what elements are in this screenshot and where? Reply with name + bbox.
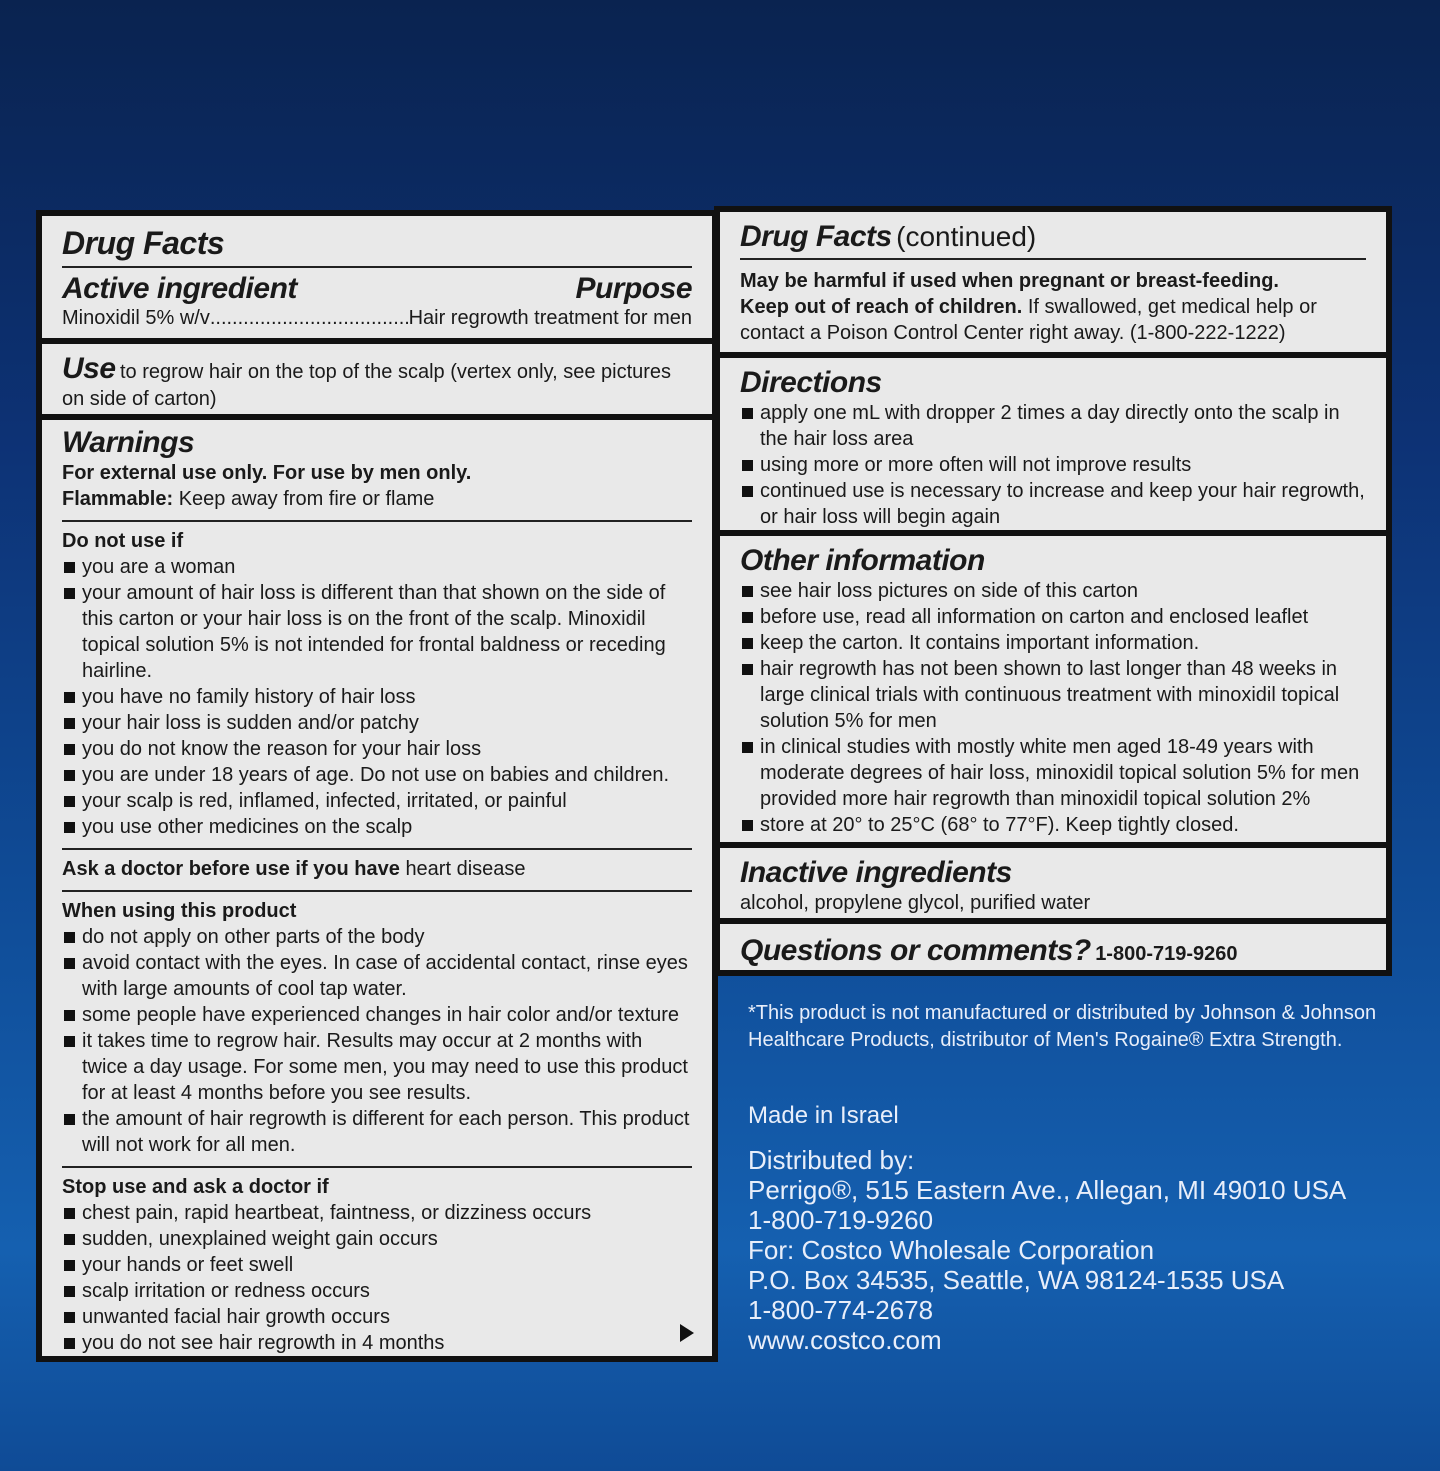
distributor-phone: 1-800-719-9260 — [748, 1205, 934, 1235]
list-item: do not apply on other parts of the body — [62, 924, 692, 950]
list-item: scalp irritation or redness occurs — [62, 1278, 692, 1304]
list-item: in clinical studies with mostly white men aged 18-49 years with moderate degrees of hair loss, minoxidil topical solution 5% for men provided more hair regrowth than minoxidil topical solution 2% — [740, 734, 1366, 812]
list-item: your amount of hair loss is different than that shown on the side of this carton or your hair loss is on the front of the scalp. Minoxidil topical solution 5% is not intended for frontal baldness or receding hairline. — [62, 580, 692, 684]
list-item: you do not see hair regrowth in 4 months — [62, 1330, 692, 1356]
other-information-heading: Other information — [740, 544, 985, 577]
active-ingredient-name: Minoxidil 5% w/v — [62, 307, 210, 329]
list-item: before use, read all information on carton and enclosed leaflet — [740, 604, 1366, 630]
list-item: see hair loss pictures on side of this carton — [740, 578, 1366, 604]
questions-section — [720, 924, 1386, 976]
keep-out-text: If swallowed, get medical help or contact a Poison Control Center right away. (1-800-222-1222) — [740, 296, 1317, 344]
for-line: For: Costco Wholesale Corporation — [748, 1235, 1155, 1265]
list-item: some people have experienced changes in hair color and/or texture — [62, 1002, 692, 1028]
list-item: keep the carton. It contains important information. — [740, 630, 1366, 656]
distributor-block — [748, 1145, 1408, 1355]
questions-heading: Questions or comments? — [740, 934, 1091, 967]
inactive-ingredients-section — [720, 848, 1386, 924]
directions-section — [720, 358, 1386, 536]
keep-out-label: Keep out of reach of children. — [740, 296, 1023, 318]
when-using-heading: When using this product — [62, 900, 297, 922]
ask-doctor-label: Ask a doctor before use if you have — [62, 858, 400, 880]
directions-list — [740, 400, 1366, 530]
list-item: you have no family history of hair loss — [62, 684, 692, 710]
flammable-text: Keep away from fire or flame — [178, 488, 435, 510]
list-item: it takes time to regrow hair. Results may occur at 2 months with twice a day usage. For some men, you may need to use this product for at least 4 months before you see results. — [62, 1028, 692, 1106]
list-item: chest pain, rapid heartbeat, faintness, or dizziness occurs — [62, 1200, 692, 1226]
inactive-ingredients-text: alcohol, propylene glycol, purified water — [740, 892, 1091, 914]
ask-doctor-text: heart disease — [405, 858, 526, 880]
list-item: your hair loss is sudden and/or patchy — [62, 710, 692, 736]
list-item: hair regrowth has not been shown to last longer than 48 weeks in large clinical trials with continuous treatment with minoxidil topical solution 5% for men — [740, 656, 1366, 734]
use-heading: Use — [62, 352, 116, 385]
list-item: using more or more often will not improve results — [740, 452, 1366, 478]
warnings-heading: Warnings — [62, 426, 195, 459]
list-item: store at 20° to 25°C (68° to 77°F). Keep tightly closed. — [740, 812, 1366, 838]
active-ingredient-row — [62, 306, 692, 330]
continued-title-suffix: (continued) — [896, 221, 1037, 252]
costco-phone: 1-800-774-2678 — [748, 1295, 934, 1325]
list-item: unwanted facial hair growth occurs — [62, 1304, 692, 1330]
list-item: your hands or feet swell — [62, 1252, 692, 1278]
list-item: your scalp is red, inflamed, infected, irritated, or painful — [62, 788, 692, 814]
use-section — [42, 344, 712, 420]
drug-facts-left-panel — [36, 210, 718, 1362]
external-use-text: For external use only. For use by men only. — [62, 462, 472, 484]
drug-facts-title: Drug Facts — [62, 225, 225, 261]
warnings-section — [42, 420, 712, 1364]
continued-title-main: Drug Facts — [740, 220, 892, 253]
distributed-by-label: Distributed by: — [748, 1145, 915, 1175]
inactive-ingredients-heading: Inactive ingredients — [740, 856, 1012, 889]
continued-header-section — [720, 212, 1386, 358]
keep-out-line — [740, 294, 1366, 346]
flammable-line — [62, 486, 692, 512]
continued-arrow-icon — [680, 1324, 694, 1342]
directions-heading: Directions — [740, 366, 882, 399]
when-using-list — [62, 924, 692, 1158]
list-item: you use other medicines on the scalp — [62, 814, 692, 840]
use-text: to regrow hair on the top of the scalp (vertex only, see pictures on side of carton) — [62, 361, 672, 410]
made-in-text: Made in Israel — [748, 1102, 899, 1129]
website-link: www.costco.com — [748, 1325, 942, 1355]
list-item: you are under 18 years of age. Do not use on babies and children. — [62, 762, 692, 788]
active-ingredient-heading: Active ingredient — [62, 272, 297, 305]
list-item: continued use is necessary to increase and keep your hair regrowth, or hair loss will begin again — [740, 478, 1366, 530]
continued-title — [740, 220, 1366, 254]
list-item: the amount of hair regrowth is different for each person. This product will not work for all men. — [62, 1106, 692, 1158]
distributor-address: Perrigo®, 515 Eastern Ave., Allegan, MI 49010 USA — [748, 1175, 1347, 1205]
do-not-use-list — [62, 554, 692, 840]
list-item: you are a woman — [62, 554, 692, 580]
ask-doctor-line — [62, 856, 692, 882]
list-item: sudden, unexplained weight gain occurs — [62, 1226, 692, 1252]
other-information-section — [720, 536, 1386, 848]
drug-facts-right-panel — [714, 206, 1392, 976]
stop-use-list — [62, 1200, 692, 1356]
list-item: you do not know the reason for your hair loss — [62, 736, 692, 762]
list-item: apply one mL with dropper 2 times a day directly onto the scalp in the hair loss area — [740, 400, 1366, 452]
stop-use-heading: Stop use and ask a doctor if — [62, 1176, 329, 1198]
other-information-list — [740, 578, 1366, 838]
list-item: avoid contact with the eyes. In case of accidental contact, rinse eyes with large amounts of cool tap water. — [62, 950, 692, 1002]
purpose-heading: Purpose — [575, 272, 692, 305]
active-ingredient-section — [42, 216, 712, 344]
do-not-use-heading: Do not use if — [62, 530, 184, 552]
purpose-text: Hair regrowth treatment for men — [408, 307, 692, 329]
costco-address: P.O. Box 34535, Seattle, WA 98124-1535 USA — [748, 1265, 1285, 1295]
flammable-label: Flammable: — [62, 488, 174, 510]
questions-phone: 1-800-719-9260 — [1095, 943, 1238, 965]
disclaimer-text: *This product is not manufactured or distributed by Johnson & Johnson Healthcare Products, distributor of Men's Rogaine® Extra Strength. — [748, 1002, 1377, 1051]
pregnancy-warning: May be harmful if used when pregnant or breast-feeding. — [740, 270, 1279, 292]
